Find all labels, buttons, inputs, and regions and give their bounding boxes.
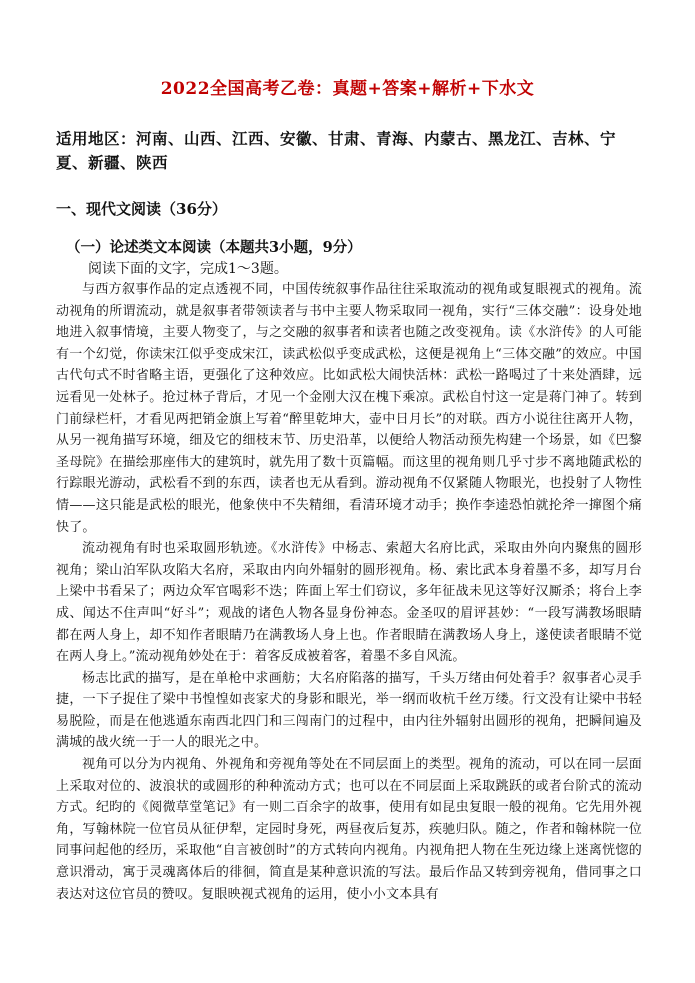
passage-paragraph: 与西方叙事作品的定点透视不同，中国传统叙事作品往往采取流动的视角或复眼视式的视角。流动视角的所谓流动，就是叙事者带领读者与书中主要人物采取同一视角，实行“三体交融”：设身处地地进入叙事情境，主要人物变了，与之交融的叙事者和读者也随之改变视角。读《水浒传》的人可能有一个幻觉，你读宋江似乎变成宋江，读武松似乎变成武松，这便是视角上“三体交融”的效应。中国古代句式不时省略主语，更强化了这种效应。比如武松大闹快活林：武松一路喝过了十来处酒肆，远远看见一处林子。抢过林子背后，才见一个金刚大汉在槐下乘凉。武松自忖这一定是蒋门神了。转到门前绿栏杆，才看见两把销金旗上写着“醉里乾坤大，壶中日月长”的对联。西方小说往往离开人物，从另一视角描写环境，细及它的细枝末节、历史沿革，以便给人物活动预先构建一个场景，如《巴黎圣母院》在描绘那座伟大的建筑时，就先用了数十页篇幅。而这里的视角则几乎寸步不离地随武松的行踪眼光游动，武松看不到的东西，读者也无从看到。游动视角不仅紧随人物眼光，也投射了人物性情——这只能是武松的眼光，他象侠中不失精细，看清环境才动手；换作李逵恐怕就抡斧一撺图个痛快了。 (56, 282, 642, 535)
section-heading: 一、现代文阅读（36分） (56, 200, 227, 218)
reading-passage (56, 279, 642, 905)
subsection-heading: （一）论述类文本阅读（本题共3小题，9分） (66, 239, 362, 256)
document-title: 2022全国高考乙卷：真题+答案+解析+下水文 (160, 79, 535, 99)
reading-instructions: 阅读下面的文字，完成1～3题。 (88, 261, 288, 277)
passage-paragraph: 杨志比武的描写，是在单枪中求画舫；大名府陷落的描写，千头万绪由何处着手？叙事者心灵手捷，一下子捉住了梁中书惶惶如丧家犬的身影和眼光，举一纲而收杭千丝万缕。行文没有让梁中书轻易脱险，而是在他逃遁东南西北四门和三闯南门的过程中，由内往外辐射出圆形的视角，把瞬间遍及满城的战火统一于一人的眼光之中。 (56, 670, 642, 751)
applicable-regions: 适用地区：河南、山西、江西、安徽、甘肃、青海、内蒙古、黑龙江、吉林、宁夏、新疆、陕西 (56, 129, 617, 172)
passage-paragraph: 视角可以分为内视角、外视角和旁视角等处在不同层面上的类型。视角的流动，可以在同一层面上采取对位的、波浪状的或圆形的种种流动方式；也可以在不同层面上采取跳跃的或者台阶式的流动方式。纪昀的《阅微草堂笔记》有一则二百余字的故事，使用有如昆虫复眼一般的视角。它先用外视角，写翰林院一位官员从征伊犁，定园时身死，两昼夜后复苏，疾驰归队。随之，作者和翰林院一位同事问起他的经历，采取他“自言被创时”的方式转向内视角。内视角把人物在生死边缘上迷离恍惚的意识滑动，寓于灵魂离体后的徘徊，简直是某种意识流的写法。最后作品又转到旁视角，借同事之口表达对这位官员的赞叹。复眼映视式视角的运用，使小小文本具有 (56, 757, 642, 902)
passage-paragraph: 流动视角有时也采取圆形轨迹。《水浒传》中杨志、索超大名府比武，采取由外向内聚焦的圆形视角；梁山泊军队攻陷大名府，采取由内向外辐射的圆形视角。杨、索比武本身着墨不多，却写月台上梁中书看呆了；两边众军官喝彩不迭；阵面上军士们窃议，多年征战未见这等好汉厮杀；将台上李成、闻达不住声叫“好斗”；观战的诸色人物各显身份神态。金圣叹的眉评甚妙：“一段写满教场眼睛都在两人身上，却不知作者眼睛乃在满教场人身上也。作者眼睛在满教场人身上，遂使读者眼睛不觉在两人身上。”流动视角妙处在于：着客反成被着客，着墨不多自风流。 (56, 541, 642, 665)
